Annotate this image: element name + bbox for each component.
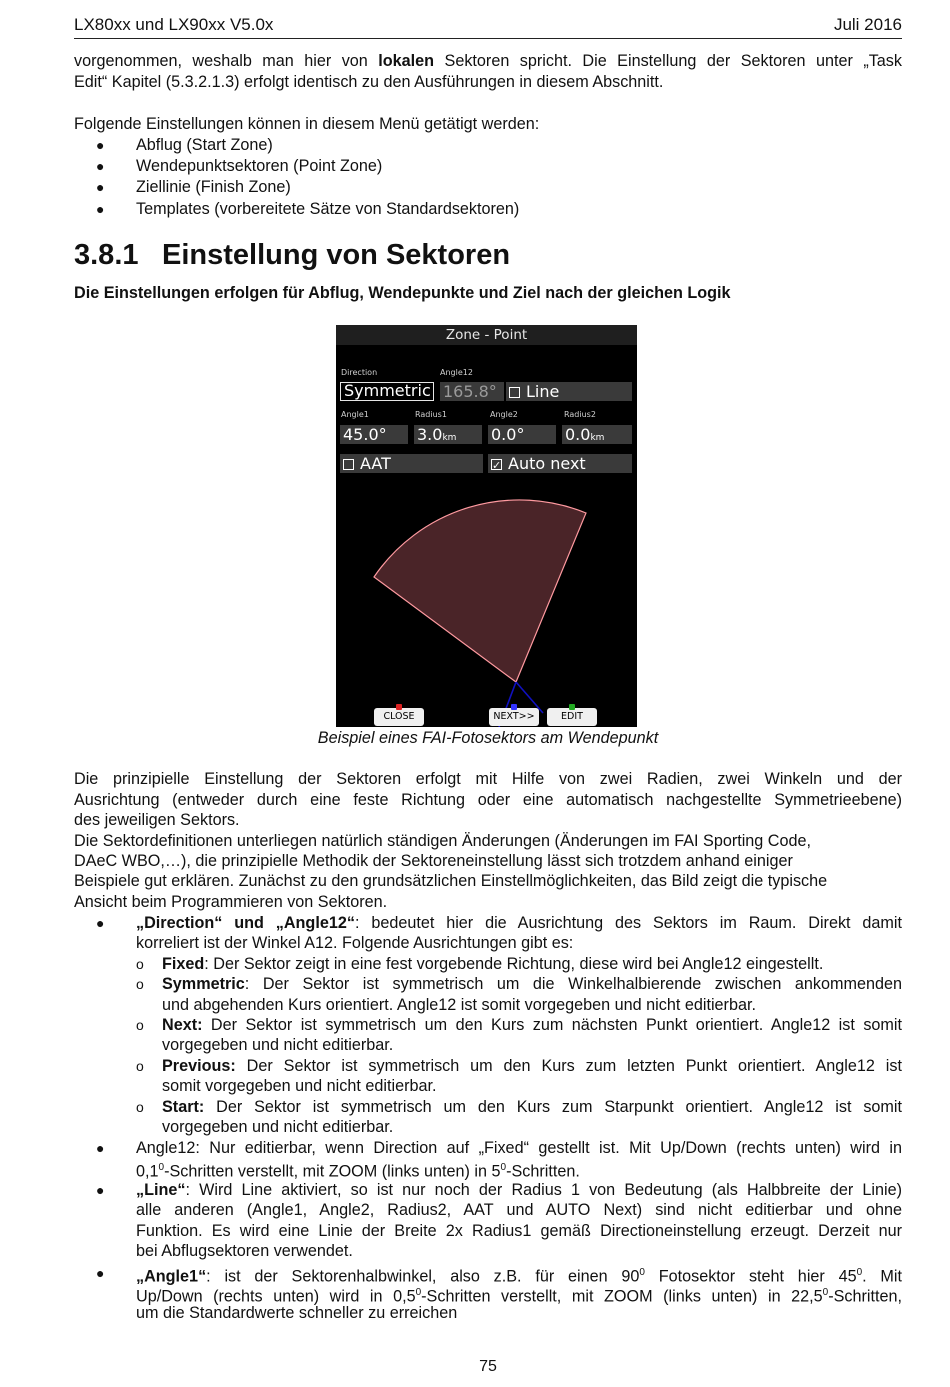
subheading: Die Einstellungen erfolgen für Abflug, Wendepunkte und Ziel nach der gleichen Logik xyxy=(74,284,731,302)
radius1-field[interactable]: 3.0km xyxy=(414,425,482,444)
para2-line: Die Sektordefinitionen unterliegen natürlich ständigen Änderungen (Änderungen im FAI Sporting Code, xyxy=(74,832,812,850)
para1-line: Die prinzipielle Einstellung der Sektoren erfolgt mit Hilfe von zwei Radien, zwei Winkeln und der xyxy=(74,770,902,788)
intro-line-2: Edit“ Kapitel (5.3.2.1.3) erfolgt identisch zu den Ausführungen in diesem Abschnitt. xyxy=(74,73,664,91)
autonext-label: Auto next xyxy=(508,454,586,473)
radius2-field[interactable]: 0.0km xyxy=(562,425,632,444)
angle12-field[interactable]: 165.8° xyxy=(440,382,504,401)
screen-title: Zone - Point xyxy=(336,325,637,345)
para1-line: des jeweiligen Sektors. xyxy=(74,811,240,829)
close-button[interactable]: CLOSE xyxy=(374,708,424,726)
sector-preview xyxy=(336,325,637,727)
header-rule xyxy=(74,38,902,39)
radius2-label: Radius2 xyxy=(564,410,596,419)
angle2-label: Angle2 xyxy=(490,410,518,419)
angle1-label: Angle1 xyxy=(341,410,369,419)
angle12-label: Angle12 xyxy=(440,368,473,377)
section-title: Einstellung von Sektoren xyxy=(162,239,511,271)
page-number: 75 xyxy=(479,1358,497,1375)
header-title: LX80xx und LX90xx V5.0x xyxy=(74,15,274,34)
menu-intro: Folgende Einstellungen können in diesem Menü getätigt werden: xyxy=(74,115,540,133)
edit-button[interactable]: EDIT xyxy=(547,708,597,726)
para2-line: Beispiele gut erklären. Zunächst zu den grundsätzlichen Einstellmöglichkeiten, das Bild zeigt die typische xyxy=(74,872,828,890)
aat-label: AAT xyxy=(360,454,391,473)
para2-line: Ansicht beim Programmieren von Sektoren. xyxy=(74,893,388,911)
direction-label: Direction xyxy=(341,368,378,377)
para2-line: DAeC WBO,…), die prinzipielle Methodik der Sektoreneinstellung lässt sich trotzdem anhand einiger xyxy=(74,852,793,870)
radius1-label: Radius1 xyxy=(415,410,447,419)
next-button[interactable]: NEXT>> xyxy=(489,708,539,726)
direction-field[interactable]: Symmetric xyxy=(340,382,434,401)
angle1-field[interactable]: 45.0° xyxy=(340,425,408,444)
intro-line-1: vorgenommen, weshalb man hier von lokalen Sektoren spricht. Die Einstellung der Sektoren unter „Task xyxy=(74,52,902,70)
angle2-field[interactable]: 0.0° xyxy=(488,425,556,444)
para1-line: Ausrichtung (entweder durch eine feste Richtung oder eine automatisch nachgestellte Symmetrieebene) xyxy=(74,791,902,809)
line-label: Line xyxy=(526,382,560,401)
fai-sector xyxy=(374,500,586,682)
section-number: 3.8.1 xyxy=(74,239,139,271)
device-screenshot xyxy=(336,325,637,727)
header-date: Juli 2016 xyxy=(833,15,902,34)
section-heading xyxy=(74,239,510,272)
figure-caption: Beispiel eines FAI-Fotosektors am Wendepunkt xyxy=(317,729,659,747)
